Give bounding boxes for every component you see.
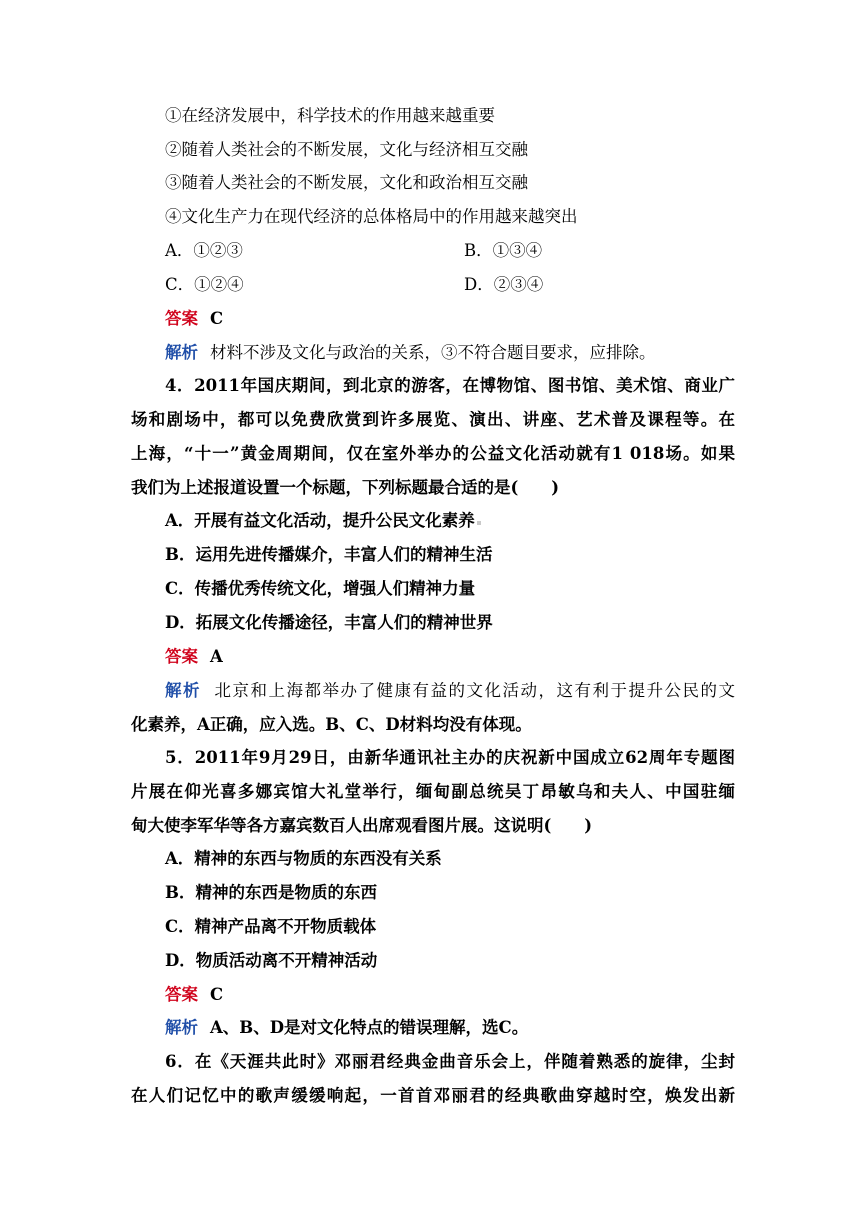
- q4-option-d: D．拓展文化传播途径，丰富人们的精神世界: [165, 613, 493, 632]
- q5-answer-row: [165, 985, 223, 1005]
- answer-value: A: [210, 647, 223, 666]
- q3-item-2: ②随着人类社会的不断发展，文化与经济相互交融: [165, 140, 528, 159]
- q4-stem-line-1: 4．2011年国庆期间，到北京的游客，在博物馆、图书馆、美术馆、商业广: [165, 376, 735, 395]
- q6-stem-line-2: 在人们记忆中的歌声缓缓响起，一首首邓丽君的经典歌曲穿越时空，焕发出新: [131, 1086, 735, 1105]
- q4-stem-line-2: 场和剧场中，都可以免费欣赏到许多展览、演出、讲座、艺术普及课程等。在: [131, 410, 735, 429]
- q4-analysis-row: [165, 681, 735, 701]
- q4-stem-line-3: 上海，“十一”黄金周期间，仅在室外举办的公益文化活动就有1 018场。如果: [131, 444, 735, 463]
- analysis-text: A、B、D是对文化特点的错误理解，选C。: [210, 1018, 529, 1037]
- q3-item-3: ③随着人类社会的不断发展，文化和政治相互交融: [165, 173, 528, 192]
- q4-stem-line-4: 我们为上述报道设置一个标题，下列标题最合适的是( ): [131, 478, 560, 497]
- analysis-text: 北京和上海都举办了健康有益的文化活动，这有利于提升公民的文: [213, 681, 735, 700]
- answer-label: 答案: [165, 309, 198, 328]
- answer-value: C: [210, 985, 224, 1004]
- q5-stem-line-3: 甸大使李军华等各方嘉宾数百人出席观看图片展。这说明( ): [131, 816, 593, 835]
- q5-stem-line-2: 片展在仰光喜多娜宾馆大礼堂举行，缅甸副总统吴丁昂敏乌和夫人、中国驻缅: [131, 782, 735, 801]
- q3-analysis-row: [165, 343, 656, 363]
- q4-option-c: C．传播优秀传统文化，增强人们精神力量: [165, 579, 476, 598]
- q3-option-a: A．①②③: [165, 241, 243, 260]
- q3-answer-row: [165, 309, 223, 329]
- analysis-label: 解析: [165, 1018, 198, 1037]
- answer-label: 答案: [165, 647, 198, 666]
- q3-item-4: ④文化生产力在现代经济的总体格局中的作用越来越突出: [165, 207, 578, 226]
- q5-stem-line-1: 5．2011年9月29日，由新华通讯社主办的庆祝新中国成立62周年专题图: [165, 748, 735, 767]
- q5-option-a: A．精神的东西与物质的东西没有关系: [165, 849, 442, 868]
- analysis-label: 解析: [165, 343, 198, 362]
- q4-answer-row: [165, 647, 223, 667]
- analysis-label: 解析: [165, 681, 201, 700]
- q6-stem-line-1: 6．在《天涯共此时》邓丽君经典金曲音乐会上，伴随着熟悉的旋律，尘封: [165, 1052, 735, 1071]
- answer-label: 答案: [165, 985, 198, 1004]
- analysis-text: 材料不涉及文化与政治的关系，③不符合题目要求，应排除。: [210, 343, 656, 362]
- q3-item-1: ①在经济发展中，科学技术的作用越来越重要: [165, 106, 495, 125]
- q4-analysis-line-2: 化素养，A正确，应入选。B、C、D材料均没有体现。: [131, 715, 532, 734]
- q5-option-d: D．物质活动离不开精神活动: [165, 951, 378, 970]
- q3-option-c: C．①②④: [165, 275, 244, 294]
- q5-analysis-row: [165, 1018, 528, 1038]
- q3-option-b: B．①③④: [464, 241, 543, 260]
- q5-option-c: C．精神产品离不开物质载体: [165, 917, 377, 936]
- q4-option-a: A．开展有益文化活动，提升公民文化素养: [165, 511, 481, 531]
- q3-option-d: D．②③④: [464, 275, 544, 294]
- q5-option-b: B．精神的东西是物质的东西: [165, 883, 377, 902]
- small-mark-icon: [477, 521, 481, 525]
- answer-value: C: [210, 309, 224, 328]
- q4-option-b: B．运用先进传播媒介，丰富人们的精神生活: [165, 545, 493, 564]
